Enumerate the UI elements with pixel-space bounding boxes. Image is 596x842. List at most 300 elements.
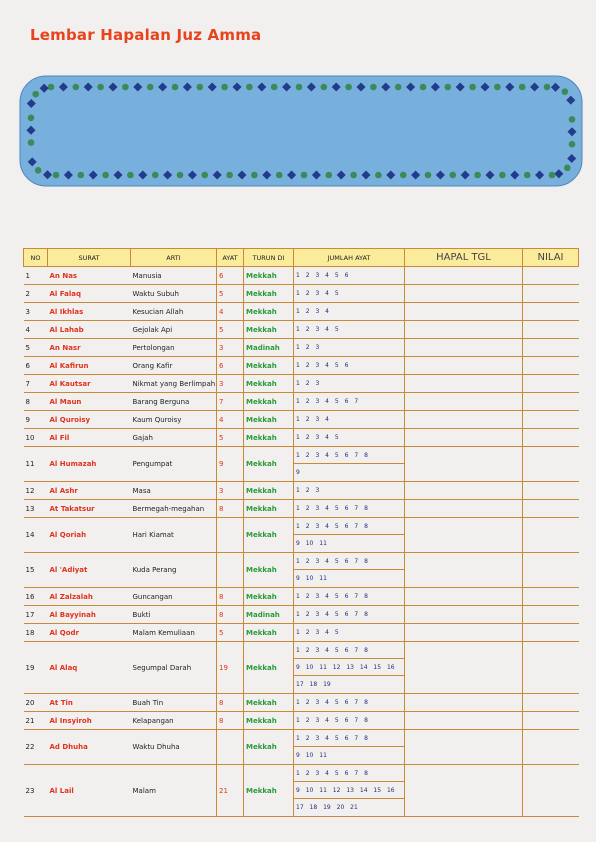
row-hapal-tgl[interactable] [405, 375, 523, 393]
green-dot-icon [301, 172, 308, 179]
row-no: 23 [24, 765, 48, 817]
row-ayat: 5 [217, 624, 244, 642]
green-dot-icon [350, 172, 357, 179]
ayat-number-line: 1 2 3 4 5 6 7 8 [296, 505, 368, 512]
green-dot-icon [32, 91, 39, 98]
green-dot-icon [524, 172, 531, 179]
row-hapal-tgl[interactable] [405, 694, 523, 712]
row-jumlah-ayat [294, 765, 405, 817]
row-no: 2 [24, 285, 48, 303]
row-arti: Malam [131, 765, 217, 817]
ayat-number-line: 1 2 3 4 5 6 7 8 [294, 518, 404, 535]
row-surat: Al Bayyinah [48, 606, 131, 624]
row-surat: Al Zalzalah [48, 588, 131, 606]
row-hapal-tgl[interactable] [405, 518, 523, 553]
row-arti: Buah Tin [131, 694, 217, 712]
green-dot-icon [28, 139, 35, 146]
row-turun: Mekkah [244, 447, 294, 482]
row-surat: Al Qodr [48, 624, 131, 642]
row-surat: Al Lahab [48, 321, 131, 339]
row-turun: Mekkah [244, 642, 294, 694]
green-dot-icon [474, 172, 481, 179]
table-row [24, 482, 579, 500]
green-dot-icon [28, 115, 35, 122]
row-ayat: 8 [217, 694, 244, 712]
green-dot-icon [102, 172, 109, 179]
row-no: 18 [24, 624, 48, 642]
row-jumlah-ayat [294, 357, 405, 375]
green-dot-icon [152, 172, 159, 179]
row-ayat: 5 [217, 429, 244, 447]
hafalan-table [23, 248, 579, 817]
ayat-number-line: 9 10 11 12 13 14 15 16 [294, 782, 404, 799]
row-nilai[interactable] [523, 482, 579, 500]
table-row [24, 357, 579, 375]
row-turun: Mekkah [244, 694, 294, 712]
green-dot-icon [375, 172, 382, 179]
row-nilai[interactable] [523, 357, 579, 375]
row-arti: Hari Kiamat [131, 518, 217, 553]
row-nilai[interactable] [523, 694, 579, 712]
row-ayat: 6 [217, 267, 244, 285]
row-ayat [217, 518, 244, 553]
row-ayat: 8 [217, 712, 244, 730]
row-nilai[interactable] [523, 267, 579, 285]
ayat-number-line: 1 2 3 4 5 [296, 326, 339, 333]
green-dot-icon [549, 172, 556, 179]
row-ayat: 7 [217, 393, 244, 411]
header-surat: SURAT [48, 249, 131, 267]
green-dot-icon [494, 84, 501, 91]
row-ayat: 21 [217, 765, 244, 817]
row-surat: Ad Dhuha [48, 730, 131, 765]
row-no: 22 [24, 730, 48, 765]
row-nilai[interactable] [523, 321, 579, 339]
row-hapal-tgl[interactable] [405, 730, 523, 765]
row-arti: Malam Kemuliaan [131, 624, 217, 642]
table-row [24, 429, 579, 447]
ayat-number-line: 1 2 3 4 5 [296, 290, 339, 297]
table-row [24, 375, 579, 393]
row-ayat [217, 730, 244, 765]
row-turun: Mekkah [244, 411, 294, 429]
green-dot-icon [251, 172, 258, 179]
row-hapal-tgl[interactable] [405, 482, 523, 500]
row-surat: At Tin [48, 694, 131, 712]
table-row [24, 606, 579, 624]
table-row [24, 303, 579, 321]
row-arti: Waktu Subuh [131, 285, 217, 303]
green-dot-icon [321, 84, 328, 91]
row-surat: Al Quroisy [48, 411, 131, 429]
row-jumlah-ayat [294, 694, 405, 712]
row-nilai[interactable] [523, 642, 579, 694]
green-dot-icon [296, 84, 303, 91]
row-arti: Nikmat yang Berlimpah [131, 375, 217, 393]
row-surat: Al Humazah [48, 447, 131, 482]
row-jumlah-ayat [294, 339, 405, 357]
row-hapal-tgl[interactable] [405, 712, 523, 730]
row-nilai[interactable] [523, 303, 579, 321]
row-jumlah-ayat [294, 712, 405, 730]
ayat-number-line: 1 2 3 4 5 6 7 8 [294, 730, 404, 747]
header-turun: TURUN DI [244, 249, 294, 267]
row-hapal-tgl[interactable] [405, 642, 523, 694]
table-row [24, 553, 579, 588]
row-arti: Segumpal Darah [131, 642, 217, 694]
row-surat: Al 'Adiyat [48, 553, 131, 588]
green-dot-icon [450, 172, 457, 179]
row-no: 8 [24, 393, 48, 411]
row-arti: Gejolak Api [131, 321, 217, 339]
green-dot-icon [569, 116, 576, 123]
row-ayat: 5 [217, 321, 244, 339]
header-arti: ARTI [131, 249, 217, 267]
ayat-number-line: 1 2 3 4 5 [296, 434, 339, 441]
ayat-number-line: 1 2 3 4 5 6 7 8 [296, 611, 368, 618]
ayat-number-line: 9 10 11 [296, 752, 327, 759]
ayat-number-line: 9 10 11 12 13 14 15 16 [294, 659, 404, 676]
row-hapal-tgl[interactable] [405, 321, 523, 339]
green-dot-icon [48, 84, 55, 91]
ayat-number-line: 1 2 3 [296, 380, 320, 387]
row-nilai[interactable] [523, 500, 579, 518]
ayat-number-line: 1 2 3 [296, 487, 320, 494]
green-dot-icon [445, 84, 452, 91]
green-dot-icon [395, 84, 402, 91]
banner-box [20, 76, 582, 186]
table-row [24, 642, 579, 694]
table-row [24, 712, 579, 730]
ayat-number-line: 1 2 3 4 5 6 7 8 [296, 717, 368, 724]
row-arti: Orang Kafir [131, 357, 217, 375]
row-turun: Mekkah [244, 553, 294, 588]
row-jumlah-ayat [294, 429, 405, 447]
row-hapal-tgl[interactable] [405, 500, 523, 518]
row-ayat: 5 [217, 285, 244, 303]
row-turun: Mekkah [244, 588, 294, 606]
row-no: 12 [24, 482, 48, 500]
row-nilai[interactable] [523, 553, 579, 588]
ayat-number-line: 9 10 11 [296, 540, 327, 547]
green-dot-icon [197, 84, 204, 91]
green-dot-icon [271, 84, 278, 91]
row-ayat: 4 [217, 303, 244, 321]
green-dot-icon [519, 84, 526, 91]
row-no: 19 [24, 642, 48, 694]
row-hapal-tgl[interactable] [405, 553, 523, 588]
row-turun: Mekkah [244, 267, 294, 285]
row-hapal-tgl[interactable] [405, 357, 523, 375]
green-dot-icon [400, 172, 407, 179]
row-jumlah-ayat [294, 267, 405, 285]
row-arti: Kaum Quroisy [131, 411, 217, 429]
table-row [24, 765, 579, 817]
ayat-number-line: 1 2 3 4 5 6 [296, 272, 349, 279]
row-arti: Barang Berguna [131, 393, 217, 411]
green-dot-icon [172, 84, 179, 91]
row-turun: Mekkah [244, 393, 294, 411]
row-surat: Al Ashr [48, 482, 131, 500]
row-turun: Mekkah [244, 765, 294, 817]
ayat-number-line: 9 10 11 [296, 575, 327, 582]
green-dot-icon [569, 141, 576, 148]
row-ayat: 4 [217, 411, 244, 429]
row-arti: Kesucian Allah [131, 303, 217, 321]
header-hapal: HAPAL TGL [405, 249, 523, 267]
table-row [24, 321, 579, 339]
green-dot-icon [370, 84, 377, 91]
row-surat: Al Lail [48, 765, 131, 817]
green-dot-icon [345, 84, 352, 91]
row-arti: Pengumpat [131, 447, 217, 482]
row-jumlah-ayat [294, 393, 405, 411]
ayat-number-line: 1 2 3 [296, 344, 320, 351]
row-no: 20 [24, 694, 48, 712]
row-jumlah-ayat [294, 375, 405, 393]
green-dot-icon [202, 172, 209, 179]
row-turun: Mekkah [244, 303, 294, 321]
row-turun: Mekkah [244, 712, 294, 730]
row-nilai[interactable] [523, 411, 579, 429]
row-ayat: 19 [217, 642, 244, 694]
row-jumlah-ayat [294, 553, 405, 588]
green-dot-icon [246, 84, 253, 91]
green-dot-icon [562, 88, 569, 95]
row-arti: Masa [131, 482, 217, 500]
table-row [24, 588, 579, 606]
row-no: 4 [24, 321, 48, 339]
row-arti: Guncangan [131, 588, 217, 606]
ayat-number-line: 1 2 3 4 [296, 308, 329, 315]
row-turun: Mekkah [244, 482, 294, 500]
row-no: 13 [24, 500, 48, 518]
row-arti: Gajah [131, 429, 217, 447]
row-nilai[interactable] [523, 429, 579, 447]
table-row [24, 624, 579, 642]
green-dot-icon [469, 84, 476, 91]
row-jumlah-ayat [294, 730, 405, 765]
row-turun: Mekkah [244, 357, 294, 375]
row-turun: Mekkah [244, 518, 294, 553]
row-turun: Mekkah [244, 730, 294, 765]
row-arti: Bukti [131, 606, 217, 624]
row-nilai[interactable] [523, 447, 579, 482]
row-surat: Al Insyiroh [48, 712, 131, 730]
row-no: 17 [24, 606, 48, 624]
row-turun: Mekkah [244, 321, 294, 339]
table-row [24, 339, 579, 357]
row-surat: Al Ikhlas [48, 303, 131, 321]
row-surat: Al Fil [48, 429, 131, 447]
row-turun: Mekkah [244, 285, 294, 303]
green-dot-icon [221, 84, 228, 91]
green-dot-icon [564, 165, 571, 172]
green-dot-icon [127, 172, 134, 179]
row-no: 10 [24, 429, 48, 447]
ayat-number-line: 17 18 19 [296, 681, 331, 688]
row-surat: Al Falaq [48, 285, 131, 303]
row-no: 21 [24, 712, 48, 730]
ayat-number-line: 1 2 3 4 5 6 7 8 [294, 765, 404, 782]
row-ayat [217, 553, 244, 588]
row-jumlah-ayat [294, 411, 405, 429]
green-dot-icon [73, 84, 80, 91]
row-surat: At Takatsur [48, 500, 131, 518]
row-surat: Al Alaq [48, 642, 131, 694]
header-nilai: NILAI [523, 249, 579, 267]
row-no: 6 [24, 357, 48, 375]
row-ayat: 8 [217, 606, 244, 624]
name-banner [19, 75, 584, 187]
row-hapal-tgl[interactable] [405, 447, 523, 482]
row-nilai[interactable] [523, 712, 579, 730]
row-hapal-tgl[interactable] [405, 285, 523, 303]
row-surat: Al Maun [48, 393, 131, 411]
green-dot-icon [53, 172, 60, 179]
row-surat: Al Kautsar [48, 375, 131, 393]
row-jumlah-ayat [294, 606, 405, 624]
row-jumlah-ayat [294, 447, 405, 482]
row-surat: An Nas [48, 267, 131, 285]
ayat-number-line: 1 2 3 4 [296, 416, 329, 423]
row-jumlah-ayat [294, 303, 405, 321]
ayat-number-line: 1 2 3 4 5 6 7 [296, 398, 359, 405]
row-surat: An Nasr [48, 339, 131, 357]
table-row [24, 267, 579, 285]
row-hapal-tgl[interactable] [405, 303, 523, 321]
row-arti: Bermegah-megahan [131, 500, 217, 518]
row-nilai[interactable] [523, 624, 579, 642]
row-no: 3 [24, 303, 48, 321]
row-nilai[interactable] [523, 588, 579, 606]
row-ayat: 3 [217, 482, 244, 500]
table-header-row [24, 249, 579, 267]
row-surat: Al Qoriah [48, 518, 131, 553]
row-ayat: 9 [217, 447, 244, 482]
row-arti: Kuda Perang [131, 553, 217, 588]
ayat-number-line: 1 2 3 4 5 6 [296, 362, 349, 369]
green-dot-icon [147, 84, 154, 91]
green-dot-icon [97, 84, 104, 91]
row-turun: Mekkah [244, 500, 294, 518]
ayat-number-line: 17 18 19 20 21 [296, 804, 358, 811]
table-row [24, 518, 579, 553]
green-dot-icon [276, 172, 283, 179]
row-arti: Manusia [131, 267, 217, 285]
green-dot-icon [177, 172, 184, 179]
row-jumlah-ayat [294, 482, 405, 500]
table-row [24, 447, 579, 482]
row-ayat: 3 [217, 375, 244, 393]
green-dot-icon [78, 172, 85, 179]
table-row [24, 500, 579, 518]
row-hapal-tgl[interactable] [405, 339, 523, 357]
ayat-number-line: 1 2 3 4 5 6 7 8 [296, 593, 368, 600]
row-nilai[interactable] [523, 730, 579, 765]
green-dot-icon [122, 84, 129, 91]
row-jumlah-ayat [294, 518, 405, 553]
row-turun: Mekkah [244, 375, 294, 393]
row-hapal-tgl[interactable] [405, 606, 523, 624]
ayat-number-line: 1 2 3 4 5 6 7 8 [296, 699, 368, 706]
green-dot-icon [425, 172, 432, 179]
row-ayat: 8 [217, 500, 244, 518]
table-row [24, 694, 579, 712]
row-arti: Waktu Dhuha [131, 730, 217, 765]
row-jumlah-ayat [294, 321, 405, 339]
row-nilai[interactable] [523, 339, 579, 357]
row-jumlah-ayat [294, 285, 405, 303]
row-arti: Kelapangan [131, 712, 217, 730]
table-row [24, 730, 579, 765]
row-arti: Pertolongan [131, 339, 217, 357]
row-hapal-tgl[interactable] [405, 411, 523, 429]
row-nilai[interactable] [523, 393, 579, 411]
table-row [24, 393, 579, 411]
green-dot-icon [226, 172, 233, 179]
header-jumlah: JUMLAH AYAT [294, 249, 405, 267]
row-nilai[interactable] [523, 765, 579, 817]
green-dot-icon [544, 84, 551, 91]
row-nilai[interactable] [523, 375, 579, 393]
green-dot-icon [420, 84, 427, 91]
row-turun: Madinah [244, 339, 294, 357]
green-dot-icon [35, 167, 42, 174]
row-hapal-tgl[interactable] [405, 588, 523, 606]
row-no: 7 [24, 375, 48, 393]
row-hapal-tgl[interactable] [405, 624, 523, 642]
row-hapal-tgl[interactable] [405, 429, 523, 447]
header-no: NO [24, 249, 48, 267]
row-hapal-tgl[interactable] [405, 765, 523, 817]
row-no: 5 [24, 339, 48, 357]
page-title: Lembar Hapalan Juz Amma [30, 26, 262, 44]
row-hapal-tgl[interactable] [405, 267, 523, 285]
ayat-number-line: 1 2 3 4 5 [296, 629, 339, 636]
row-nilai[interactable] [523, 285, 579, 303]
row-turun: Mekkah [244, 624, 294, 642]
row-jumlah-ayat [294, 624, 405, 642]
row-nilai[interactable] [523, 606, 579, 624]
row-ayat: 8 [217, 588, 244, 606]
ayat-number-line: 1 2 3 4 5 6 7 8 [294, 553, 404, 570]
row-hapal-tgl[interactable] [405, 393, 523, 411]
row-jumlah-ayat [294, 588, 405, 606]
row-no: 16 [24, 588, 48, 606]
row-no: 15 [24, 553, 48, 588]
row-jumlah-ayat [294, 500, 405, 518]
row-nilai[interactable] [523, 518, 579, 553]
green-dot-icon [499, 172, 506, 179]
table-row [24, 411, 579, 429]
row-turun: Madinah [244, 606, 294, 624]
ayat-number-line: 1 2 3 4 5 6 7 8 [294, 642, 404, 659]
row-turun: Mekkah [244, 429, 294, 447]
row-no: 9 [24, 411, 48, 429]
row-ayat: 6 [217, 357, 244, 375]
row-no: 11 [24, 447, 48, 482]
header-ayat: AYAT [217, 249, 244, 267]
row-ayat: 3 [217, 339, 244, 357]
row-no: 1 [24, 267, 48, 285]
green-dot-icon [326, 172, 333, 179]
row-jumlah-ayat [294, 642, 405, 694]
row-no: 14 [24, 518, 48, 553]
ayat-number-line: 1 2 3 4 5 6 7 8 [294, 447, 404, 464]
ayat-number-line: 9 [296, 469, 300, 476]
row-surat: Al Kafirun [48, 357, 131, 375]
